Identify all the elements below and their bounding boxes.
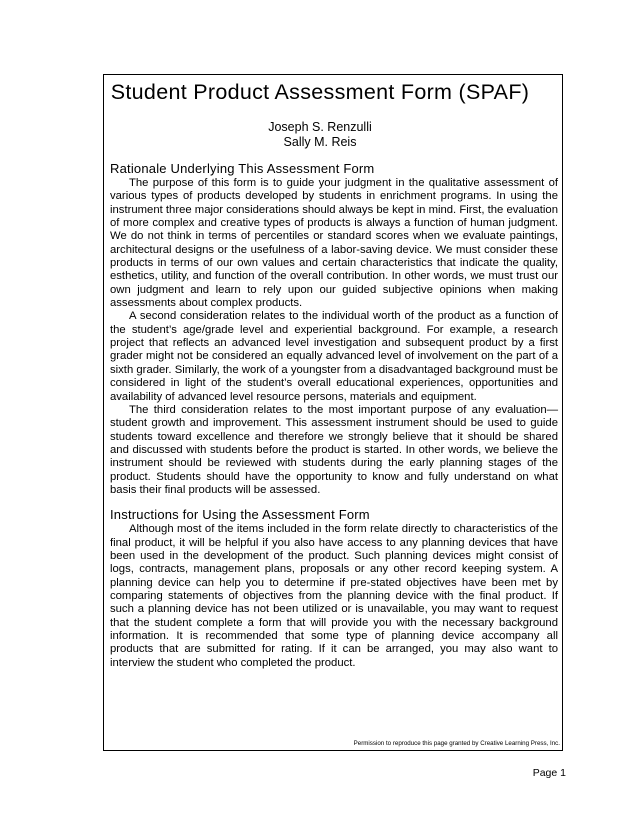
paragraph: The third consideration relates to the most important purpose of any evaluation—student growth and improvement. This assessment instrument should be used to guide students toward excellence and therefore we strongly believe that it should be shared and discussed with students before the product is started. In other words, we believe the instrument should be reviewed with students during the early planning stages of the product. Students should have the opportunity to know and fully understand on what basis their final products will be assessed. (110, 403, 558, 496)
document-body (110, 161, 558, 670)
rationale-section (110, 161, 558, 497)
paragraph: Although most of the items included in the form relate directly to characteristics of the final product, it will be helpful if you also have access to any planning devices that have been used in the development of the product. Such planning devices might consist of logs, contracts, management plans, proposals or any other record keeping system. A planning device can help you to determine if pre-stated objectives have been met by comparing statements of objectives from the planning device with the final product. If such a planning device has not been utilized or is unavailable, you may want to request that the student complete a form that will provide you with the necessary background information. It is recommended that some type of planning device accompany all products that are submitted for rating. If it can be arranged, you may also want to interview the student who completed the product. (110, 523, 558, 669)
author-name: Joseph S. Renzulli (268, 120, 372, 134)
author-name: Sally M. Reis (283, 135, 357, 149)
authors-block (0, 120, 640, 150)
paragraph: The purpose of this form is to guide your judgment in the qualitative assessment of various types of products developed by students in enrichment programs. In using the instrument three major considerations should always be kept in mind. First, the evaluation of more complex and creative types of products is always a function of human judgment. We do not think in terms of percentiles or standard scores when we evaluate paintings, architectural designs or the usefulness of a labor-saving device. We must consider these products in terms of our own values and certain characteristics that indicate the quality, esthetics, utility, and function of the overall contribution. In other words, we must trust our own judgment and learn to rely upon our guided subjective opinions when making assessments about complex products. (110, 177, 558, 310)
paragraph: A second consideration relates to the individual worth of the product as a function of the student’s age/grade level and experiential background. For example, a research project that reflects an advanced level investigation and subsequent product by a first grader might not be considered an equally advanced level of involvement on the part of a sixth grader. Similarly, the work of a youngster from a disadvantaged background must be considered in light of the student’s overall educational experiences, opportunities and availability of advanced level resource persons, materials and equipment. (110, 310, 558, 403)
section-heading: Instructions for Using the Assessment Form (110, 507, 370, 523)
document-title: Student Product Assessment Form (SPAF) (110, 80, 530, 104)
permission-notice: Permission to reproduce this page granted by Creative Learning Press, Inc. (353, 740, 560, 747)
instructions-section (110, 507, 558, 670)
section-heading: Rationale Underlying This Assessment Form (110, 161, 375, 176)
page-number: Page 1 (532, 767, 566, 779)
